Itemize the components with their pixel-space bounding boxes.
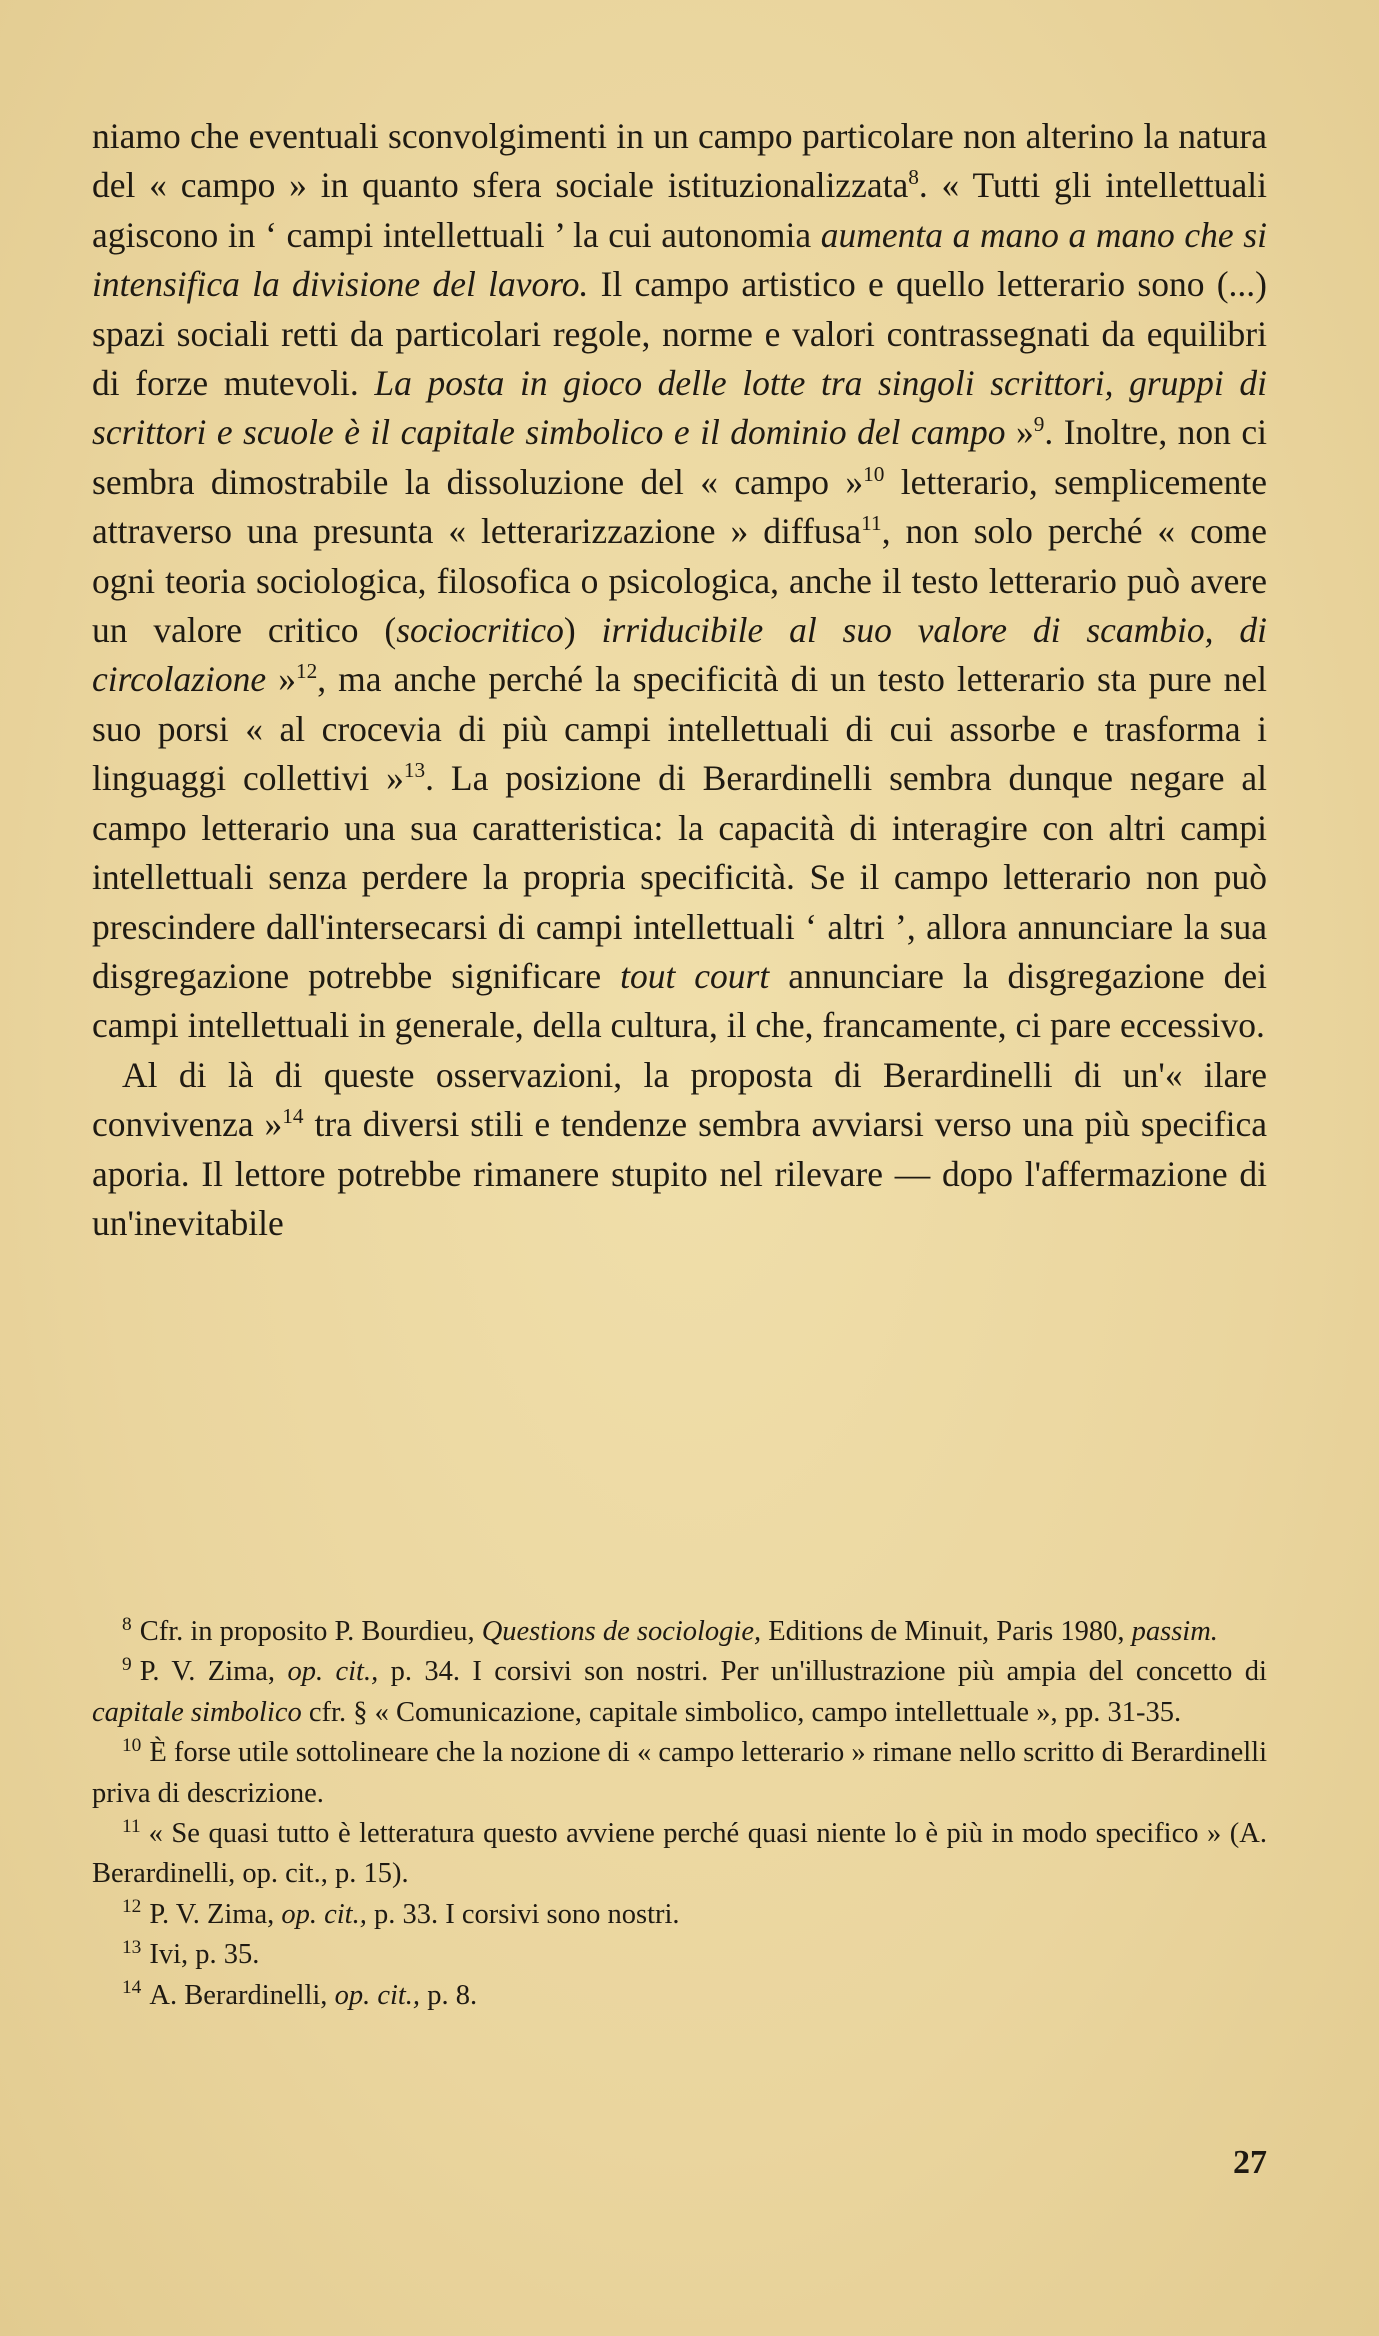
footnote-text: È forse utile sottolineare che la nozione di « campo letterario » rimane nello scritto di Berardinelli priva di descrizione. bbox=[92, 1737, 1267, 1809]
footnote-ref-12[interactable]: 12 bbox=[295, 659, 318, 684]
text-run: , ma anche perché la specificità di un testo letterario sta pure nel suo porsi « al crocevia di più campi intellettuali di cui assorbe e trasforma i linguaggi collettivi » bbox=[92, 659, 1267, 799]
page-number: 27 bbox=[1233, 2144, 1267, 2181]
footnote-9 bbox=[92, 1652, 1267, 1733]
text-run: tra diversi stili e tendenze sembra avviarsi verso una più specifica aporia. Il lettore potrebbe rimanere stupito nel rilevare — dopo l'affermazione di un'inevitabile bbox=[92, 1104, 1267, 1243]
footnote-text: cfr. § « Comunicazione, capitale simbolico, campo intellettuale », pp. 31-35. bbox=[301, 1696, 1182, 1728]
footnote-number: 10 bbox=[122, 1734, 142, 1756]
footnote-italic: op. cit., bbox=[334, 1979, 421, 2011]
text-run: Al di là di queste osservazioni, la proposta di Berardinelli di un'« ilare convivenza » bbox=[92, 1054, 1267, 1145]
footnote-ref-14[interactable]: 14 bbox=[282, 1104, 304, 1129]
text-run: » bbox=[266, 659, 296, 700]
italic-run: La posta in gioco delle lotte tra singoli scrittori, gruppi di scrittori e scuole è il capitale simbolico e il dominio del campo bbox=[92, 363, 1267, 453]
footnote-italic: op. cit., bbox=[287, 1656, 379, 1688]
text-run: niamo che eventuali sconvolgimenti in un campo particolare non alterino la natura del « campo » in quanto sfera sociale istituzionalizzata bbox=[92, 116, 1267, 206]
footnote-number: 9 bbox=[122, 1653, 132, 1675]
footnote-number: 8 bbox=[122, 1613, 132, 1635]
footnote-text: Editions de Minuit, Paris 1980, bbox=[761, 1616, 1132, 1647]
text-run: . « Tutti gli intellettuali agiscono in ‘ campi intellettuali ’ la cui autonomia bbox=[92, 165, 1267, 255]
footnote-italic: Questions de sociologie, bbox=[481, 1616, 762, 1647]
text-run: , non solo perché « come ogni teoria sociologica, filosofica o psicologica, anche il testo letterario può avere un valore critico ( bbox=[92, 511, 1267, 651]
italic-run: aumenta a mano a mano che si intensifica la divisione del lavoro. bbox=[92, 214, 1267, 305]
footnote-italic: capitale simbolico bbox=[92, 1696, 302, 1728]
footnote-number: 11 bbox=[122, 1815, 141, 1837]
footnote-11 bbox=[92, 1814, 1267, 1895]
paragraph-2 bbox=[92, 1051, 1267, 1249]
footnote-12 bbox=[92, 1895, 1267, 1935]
main-text bbox=[92, 112, 1267, 1248]
footnote-number: 12 bbox=[122, 1896, 142, 1918]
footnote-italic: passim. bbox=[1131, 1616, 1218, 1647]
footnote-text: p. 8. bbox=[420, 1979, 478, 2011]
footnote-ref-8[interactable]: 8 bbox=[908, 165, 919, 190]
footnote-14 bbox=[92, 1976, 1267, 2016]
text-run: . Inoltre, non ci sembra dimostrabile la dissoluzione del « campo » bbox=[92, 412, 1267, 502]
footnote-number: 13 bbox=[122, 1936, 142, 1958]
text-run: annunciare la disgregazione dei campi intellettuali in generale, della cultura, il che, francamente, ci pare eccessivo. bbox=[92, 955, 1267, 1046]
text-run: » bbox=[1005, 412, 1034, 453]
italic-run: tout court bbox=[620, 955, 770, 996]
text-run: ) bbox=[563, 610, 602, 651]
footnote-text: Ivi, p. 35. bbox=[149, 1939, 260, 1971]
text-run: letterario, semplicemente attraverso una presunta « letterarizzazione » diffusa bbox=[92, 461, 1268, 552]
footnote-italic: op. cit., bbox=[281, 1898, 367, 1930]
footnote-number: 14 bbox=[122, 1977, 142, 1999]
footnote-ref-13[interactable]: 13 bbox=[403, 758, 426, 783]
footnote-13 bbox=[92, 1935, 1267, 1975]
paragraph-1 bbox=[92, 112, 1267, 1051]
footnotes-section bbox=[92, 1612, 1267, 2016]
italic-run: irriducibile al suo valore di scambio, di circolazione bbox=[92, 610, 1268, 700]
footnote-text: p. 33. I corsivi sono nostri. bbox=[366, 1898, 680, 1930]
footnote-ref-10[interactable]: 10 bbox=[863, 462, 885, 487]
footnote-text: « Se quasi tutto è letteratura questo avviene perché quasi niente lo è più in modo specifico » (A. Berardinelli, op. cit., p. 15). bbox=[92, 1818, 1267, 1890]
footnote-ref-9[interactable]: 9 bbox=[1033, 412, 1045, 437]
italic-run: sociocritico bbox=[396, 610, 564, 651]
footnote-text: P. V. Zima, bbox=[139, 1656, 288, 1688]
footnote-text: A. Berardinelli, bbox=[149, 1979, 335, 2011]
footnote-text: P. V. Zima, bbox=[149, 1898, 282, 1930]
footnote-text: p. 34. I corsivi son nostri. Per un'illustrazione più ampia del concetto di bbox=[378, 1656, 1267, 1688]
footnote-10 bbox=[92, 1733, 1267, 1814]
footnote-text: Cfr. in proposito P. Bourdieu, bbox=[139, 1616, 482, 1647]
footnote-ref-11[interactable]: 11 bbox=[861, 511, 882, 536]
footnote-8 bbox=[92, 1612, 1267, 1652]
text-run: Il campo artistico e quello letterario sono (...) spazi sociali retti da particolari regole, norme e valori contrassegnati da equilibri di forze mutevoli. bbox=[92, 264, 1267, 404]
text-run: . La posizione di Berardinelli sembra dunque negare al campo letterario una sua caratteristica: la capacità di interagire con altri campi intellettuali senza perdere la propria specificità. Se il campo letterario non può prescindere dall'intersecarsi di campi intellettuali ‘ altri ’, allora annunciare la sua disgregazione potrebbe significare bbox=[92, 758, 1267, 996]
